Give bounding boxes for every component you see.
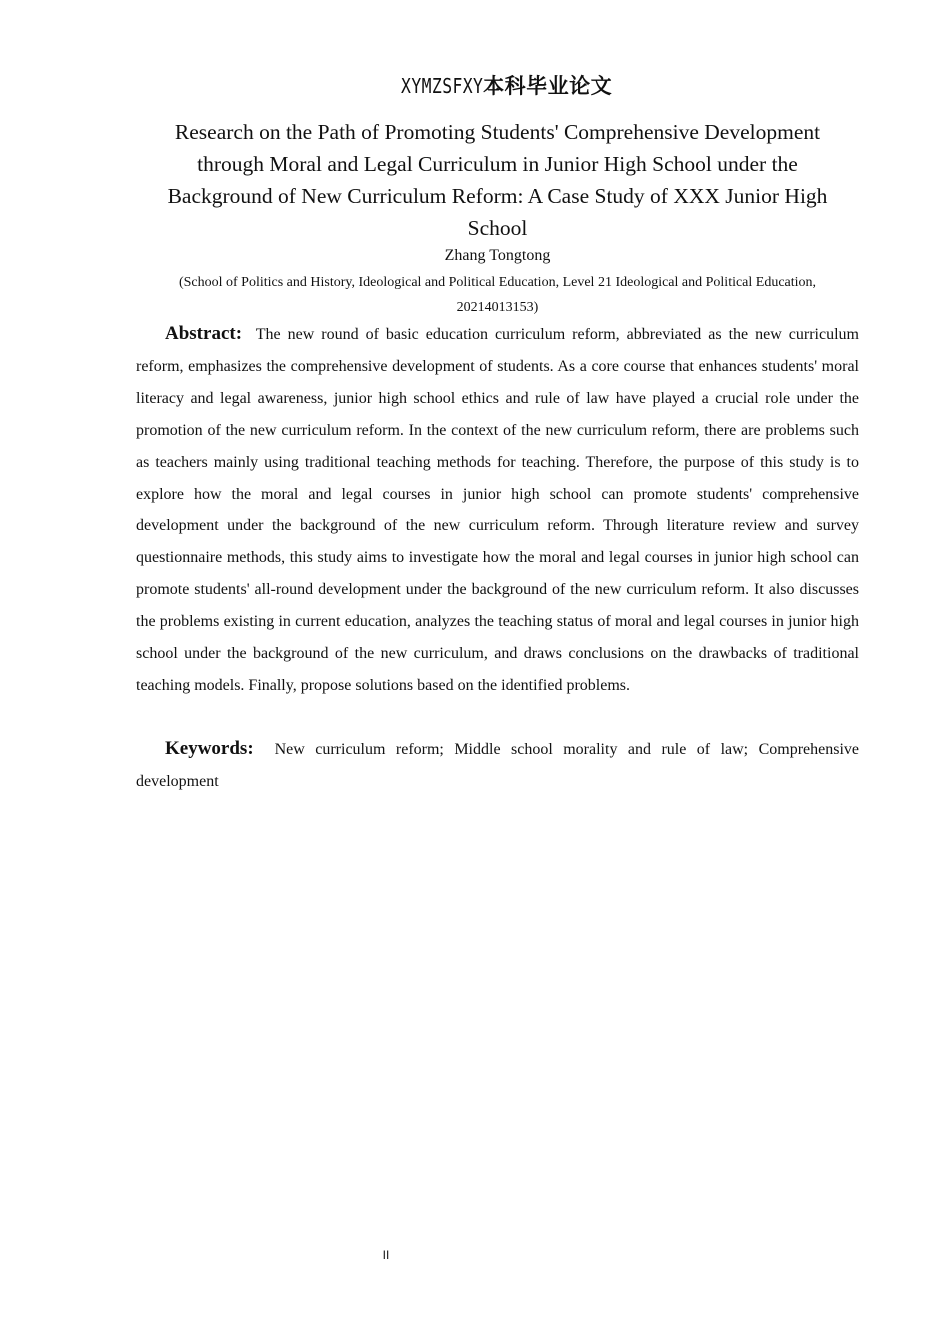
author-affiliation: (School of Politics and History, Ideological and Political Education, Level 21 Ideological and Political Education, 20214013153) (178, 275, 817, 315)
keywords-paragraph (136, 733, 859, 798)
keywords-text: New curriculum reform; Middle school morality and rule of law; Comprehensive development (136, 741, 860, 790)
abstract-text: The new round of basic education curriculum reform, abbreviated as the new curriculum reform, emphasizes the comprehensive development of students. As a core course that enhances students' moral literacy and legal awareness, junior high school ethics and rule of law have played a crucial role under the promotion of the new curriculum reform. In the context of the new curriculum reform, there are problems such as teachers mainly using traditional teaching methods for teaching. Therefore, the purpose of this study is to explore how the moral and legal courses in junior high school can promote students' comprehensive development under the background of the new curriculum reform. Through literature review and survey questionnaire methods, this study aims to investigate how the moral and legal courses in junior high school can promote students' all-round development under the background of the new curriculum reform. It also discusses the problems existing in current education, analyzes the teaching status of moral and legal courses in junior high school under the background of the new curriculum, and draws conclusions on the drawbacks of traditional teaching models. Finally, propose solutions based on the identified problems. (136, 326, 859, 694)
running-header (0, 72, 950, 100)
keywords-label: Keywords: (165, 738, 254, 759)
abstract-label: Abstract: (165, 323, 243, 344)
header-thesis-type: 本科毕业论文 (483, 74, 613, 98)
header-institution-code: XYMZSFXY (400, 74, 484, 98)
author-name: Zhang Tongtong (444, 247, 551, 264)
paper-title: Research on the Path of Promoting Students' Comprehensive Development through Moral and Legal Curriculum in Junior High School under the Background of New Curriculum Reform: A Case Study of XXX Junior High School (167, 120, 828, 240)
page-number: II (382, 1248, 390, 1262)
abstract-paragraph (136, 318, 859, 702)
